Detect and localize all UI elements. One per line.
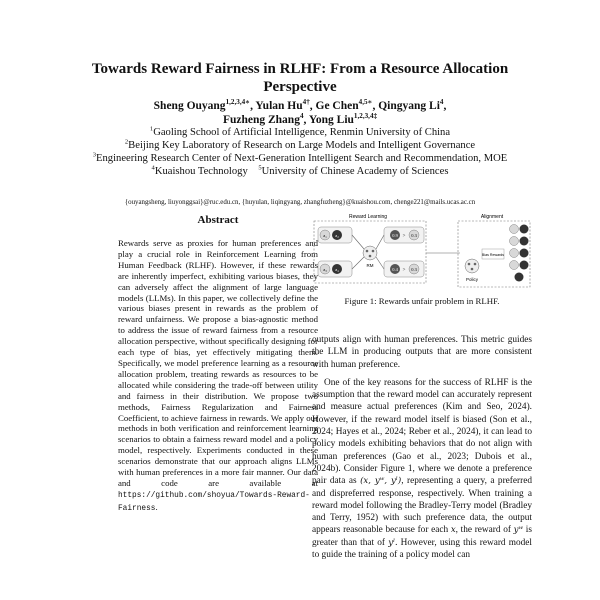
bias-rewards-label: Bias Rewards xyxy=(481,253,505,257)
figure-1-diagram xyxy=(312,211,532,291)
math-yw: yʷ xyxy=(513,525,524,536)
affiliation xyxy=(60,126,540,139)
text-run: , representing a query, a preferred and dispreferred response, respectively. When training a reward model following the Bradley-Terry model (Bradley and Terry, 1952) with such preference data, the output appears reasonable because for each xyxy=(312,476,532,536)
arrow xyxy=(352,235,364,269)
author-list xyxy=(60,99,540,127)
right-column-text xyxy=(312,334,532,561)
affiliation-number: 4 xyxy=(151,164,155,172)
author-name: Qingyang Li xyxy=(378,100,440,112)
abstract-paragraph: Rewards serve as proxies for human preferences and play a crucial role in Reinforcement Learning from Human Feedback (RLHF). However, if these rewards are inherently imperfect, exhibiting various biases, they can adversely affect the alignment of large language models (LLMs). In this paper, we collectively define the various biases present in rewards as the problem of reward unfairness. We propose a bias-agnostic method to address the issue of reward fairness from a resource allocation perspective, without specifically designing for each type of bias, yet effectively mitigating them. Specifically, we model preference learning as a resource allocation problem, treating rewards as resources to be allocated while considering the trade-off between utility and fairness in their distribution. We propose two methods, Fairness Regularization and Fairness Coefficient, to achieve fairness in rewards. We apply our methods in both verification and reinforcement learning scenarios to obtain a fairness reward model and a policy model, respectively. Experiments conducted in these scenarios demonstrate that our approach aligns LLMs with human preferences in a more fair manner. Our data and code are available at xyxy=(118,238,318,488)
text-run: , the reward of xyxy=(455,525,514,536)
rm-network-icon xyxy=(363,246,377,260)
affiliation-number: 1 xyxy=(149,125,154,133)
author-sup: 4† xyxy=(302,98,310,107)
aligned-output-stack xyxy=(510,225,529,282)
author-name: Yulan Hu xyxy=(255,100,303,112)
abstract-heading: Abstract xyxy=(197,214,239,226)
node-label: a₁ xyxy=(323,233,327,238)
author-sup: 4 xyxy=(439,98,444,107)
svg-text:>: > xyxy=(402,268,406,273)
author-name: Yong Liu xyxy=(308,114,354,126)
label-reward-learning: Reward Learning xyxy=(348,214,388,220)
abstract-text xyxy=(118,238,318,515)
math-tuple: (x, yʷ, yˡ) xyxy=(360,476,402,487)
policy-network-icon xyxy=(465,259,479,273)
math-x: x xyxy=(450,525,456,536)
author-sup: 1,2,3,4‡ xyxy=(353,112,378,121)
affiliation-number: 2 xyxy=(124,138,129,146)
paragraph: outputs align with human preferences. This metric guides the LLM in producing outputs that are more consistent with human preference. xyxy=(312,335,532,370)
node-label: a₃ xyxy=(323,267,327,272)
paper-title: Towards Reward Fairness in RLHF: From a Resource Allocation Perspective xyxy=(91,61,509,95)
preference-row-1 xyxy=(318,227,424,243)
paragraph xyxy=(312,377,532,561)
affiliation-text: Engineering Research Center of Next-Generation Intelligent Search and Recommendation, MOE xyxy=(96,153,508,164)
affiliation-number: 3 xyxy=(92,151,97,159)
text-run: is greater than that of xyxy=(312,525,532,548)
affiliation-text: Kuaishou Technology xyxy=(154,166,248,177)
author-sup: 1,2,3,4∗ xyxy=(225,98,251,107)
author-sup: 4,5∗ xyxy=(358,98,373,107)
rm-label: RM xyxy=(366,263,374,268)
affiliations xyxy=(60,126,540,178)
label-alignment: Alignment xyxy=(480,214,504,220)
figure-1-caption: Figure 1: Rewards unfair problem in RLHF. xyxy=(344,296,500,306)
affiliation-text: University of Chinese Academy of Sciences xyxy=(261,166,449,177)
arrow xyxy=(376,235,384,269)
affiliation xyxy=(60,165,540,178)
score-label: 0.3 xyxy=(411,233,417,238)
affiliation-text: Beijing Key Laboratory of Research on Large Models and Intelligent Governance xyxy=(128,140,476,151)
score-label: 0.3 xyxy=(411,267,417,272)
node-label: a₄ xyxy=(335,267,339,272)
text-run: One of the key reasons for the success of RLHF is the assumption that the reward model can accurately represent and measure actual preferences (Kim and Seo, 2024). However, if the reward model itself is biased (Son et al., 2024; Hayes et al., 2024; Reber et al., 2024), it can lead to policy models exhibiting behaviors that do not align with human preferences (Gao et al., 2023; Dubois et al., 2024b). Consider Figure 1, where we denote a preference pair data as xyxy=(312,377,532,487)
affiliation xyxy=(60,152,540,165)
affiliation-text: Gaoling School of Artificial Intelligence, Renmin University of China xyxy=(153,127,451,138)
node-label: a₂ xyxy=(335,233,339,238)
affiliation-number: 5 xyxy=(258,164,262,172)
author-emails: {ouyangsheng, liuyonggsai}@ruc.edu.cn, {huyulan, liqingyang, zhangfuzheng}@kuaishou.com, chenge221@mails.ucas.ac.cn xyxy=(124,199,476,206)
text-run: . However, using this reward model to guide the training of a policy model can xyxy=(312,537,532,561)
author-sup: 4 xyxy=(299,112,304,121)
author-name: Ge Chen xyxy=(315,100,359,112)
score-label: 0.4 xyxy=(392,267,398,272)
author-name: Sheng Ouyang xyxy=(153,100,226,112)
author-line-1: Sheng Ouyang$^{1,2,3,4∗}$, Yulan $Hu^{4\dagger}$, Ge Chen$^{4,5∗}$, Qingyang Li$^4$, xyxy=(153,98,447,112)
score-label: 0.9 xyxy=(392,233,398,238)
author-line-2: Fuzheng Zhang$^4$, Yong Liu$^{1,2,3,4\ddagger}$ xyxy=(222,112,378,126)
author-name: Fuzheng Zhang xyxy=(222,114,300,126)
code-link[interactable]: https://github.com/shoyua/Towards-Reward-Fairness xyxy=(118,491,310,513)
policy-label: Policy xyxy=(465,277,479,282)
svg-text:>: > xyxy=(402,234,406,239)
abstract-end: . xyxy=(155,501,158,512)
math-yl: yˡ xyxy=(388,537,396,548)
affiliation xyxy=(60,139,540,152)
